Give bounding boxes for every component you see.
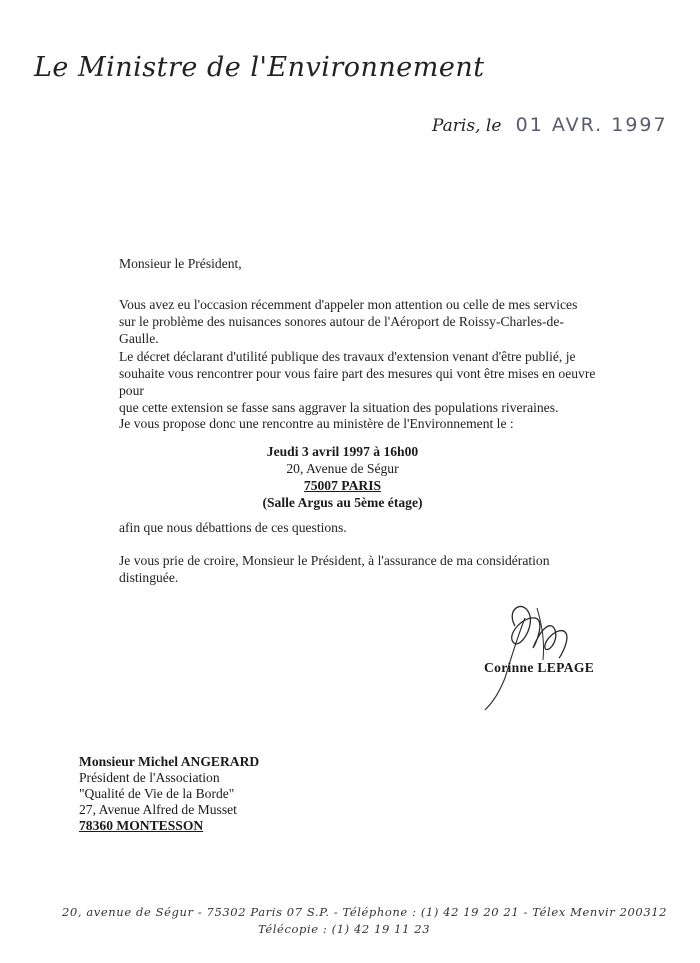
date-line: [432, 114, 668, 136]
closing: [119, 552, 601, 586]
paragraph-2-line-3: que cette extension se fasse sans aggraver la situation des populations riveraines.: [119, 400, 559, 415]
after-meeting: afin que nous débattions de ces questions.: [119, 520, 347, 535]
closing-line-2: distinguée.: [119, 570, 179, 585]
recipient-title: Président de l'Association: [79, 770, 220, 785]
recipient-address: [79, 754, 259, 834]
recipient-street: 27, Avenue Alfred de Musset: [79, 802, 237, 817]
signer-name: Corinne LEPAGE: [484, 660, 595, 675]
meeting-street: 20, Avenue de Ségur: [286, 461, 399, 476]
paragraph-2-line-1: Le décret déclarant d'utilité publique des travaux d'extension venant d'être publié, je: [119, 349, 576, 364]
footer-line-1: 20, avenue de Ségur - 75302 Paris 07 S.P. - Téléphone : (1) 42 19 20 21 - Télex Menvir 200312: [62, 905, 668, 919]
paragraph-1: [119, 296, 601, 347]
recipient-name: Monsieur Michel ANGERARD: [79, 754, 260, 769]
paragraph-2: [119, 348, 601, 416]
paragraph-3: Je vous propose donc une rencontre au ministère de l'Environnement le :: [119, 416, 514, 431]
meeting-city: 75007 PARIS: [303, 478, 382, 493]
closing-line-1: Je vous prie de croire, Monsieur le Président, à l'assurance de ma considération: [119, 553, 550, 568]
recipient-association: "Qualité de Vie de la Borde": [79, 786, 235, 801]
signature-image: [475, 598, 615, 713]
meeting-room: (Salle Argus au 5ème étage): [262, 495, 423, 510]
recipient-city: 78360 MONTESSON: [79, 818, 204, 833]
meeting-when: Jeudi 3 avril 1997 à 16h00: [266, 444, 419, 459]
paragraph-1-line-2: sur le problème des nuisances sonores autour de l'Aéroport de Roissy-Charles-de-Gaulle.: [119, 314, 564, 346]
date-place: Paris, le: [432, 116, 502, 136]
date-stamp: 01 AVR. 1997: [515, 114, 668, 136]
footer-line-2: Télécopie : (1) 42 19 11 23: [258, 922, 431, 936]
paragraph-1-line-1: Vous avez eu l'occasion récemment d'appeler mon attention ou celle de mes services: [119, 297, 578, 312]
letterhead: Le Ministre de l'Environnement: [34, 52, 485, 83]
salutation: Monsieur le Président,: [119, 256, 242, 271]
paragraph-2-line-2: souhaite vous rencontrer pour vous faire part des mesures qui vont être mises en oeuvre pour: [119, 366, 596, 398]
meeting-block: [240, 443, 445, 511]
